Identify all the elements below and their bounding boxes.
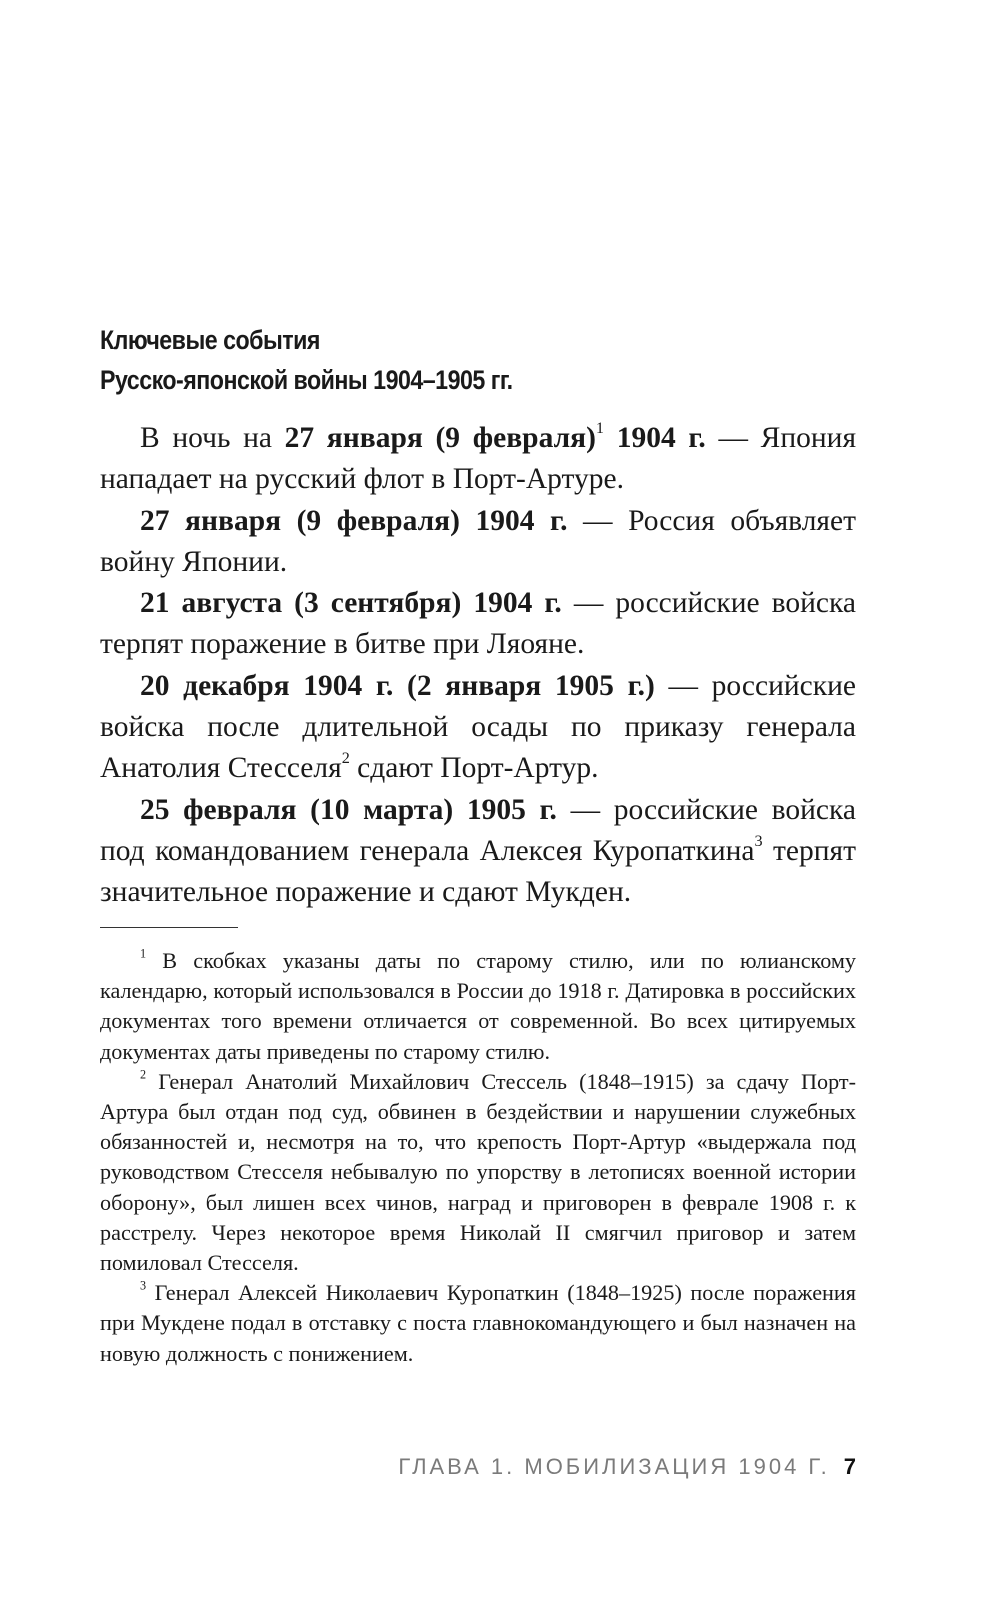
footnote-text: Генерал Алексей Николаевич Куропаткин (1848–1925) после поражения при Мукдене подал в отставку с поста главнокомандующего и был назначен на новую должность с понижением.	[100, 1280, 856, 1366]
event-text: — Япония нападает на русский флот в Порт-Артуре.	[100, 422, 857, 496]
event-date: 25 февраля (10 марта) 1905 г.	[140, 793, 557, 826]
section-heading-line-2: Русско-японской войны 1904–1905 гг.	[100, 365, 513, 395]
footnote-ref[interactable]: 3	[754, 832, 763, 851]
chapter-title: ГЛАВА 1. МОБИЛИЗАЦИЯ 1904 Г.	[398, 1454, 830, 1479]
event-text: терпят значительное поражение и сдают Мукден.	[100, 834, 856, 909]
footnote-divider	[100, 927, 238, 928]
event-item	[100, 666, 856, 790]
event-date: 27 января (9 февраля) 1904 г.	[140, 504, 568, 537]
event-item	[100, 583, 856, 666]
event-date: 20 декабря 1904 г. (2 января 1905 г.)	[140, 669, 655, 702]
footnote-text: В скобках указаны даты по старому стилю, или по юлианскому календарю, который использовался в России до 1918 г. Датировка в российских документах того времени отличается от современной. Во всех цитируемых документах даты приведены по старому стилю.	[100, 948, 856, 1064]
page-number: 7	[843, 1454, 856, 1479]
events-list	[100, 418, 856, 914]
section-heading-line-1: Ключевые события	[100, 325, 320, 355]
event-item	[100, 418, 856, 501]
book-page	[100, 0, 856, 1616]
event-date: 27 января (9 февраля)	[284, 422, 596, 454]
event-item	[100, 501, 856, 584]
event-item	[100, 790, 856, 914]
footnote-text: Генерал Анатолий Михайлович Стессель (1848–1915) за сдачу Порт-Артура был отдан под суд, обвинен в бездействии и нарушении служебных обязанностей и, несмотря на то, что крепость Порт-Артур «выдержала под руководством Стесселя небывалую по упорству в летописях военной истории оборону», был лишен всех чинов, наград и приговорен в феврале 1908 г. к расстрелу. Через некоторое время Николай II смягчил приговор и затем помиловал Стесселя.	[100, 1068, 856, 1276]
footnote-number: 3	[140, 1278, 147, 1293]
event-text: — российские войска терпят поражение в битве при Ляояне.	[100, 587, 857, 661]
event-text: сдают Порт-Артур.	[349, 752, 599, 785]
section-heading	[100, 320, 750, 400]
event-date: 21 августа (3 сентября) 1904 г.	[140, 587, 562, 620]
footnote-number: 1	[140, 946, 147, 961]
footnote	[100, 1278, 856, 1369]
event-date-tail: 1904 г.	[604, 422, 706, 454]
footnote-ref[interactable]: 1	[595, 419, 605, 438]
footnote-number: 2	[140, 1067, 147, 1082]
footnote-ref[interactable]: 2	[341, 749, 350, 768]
running-footer	[398, 1452, 856, 1482]
footnote	[100, 1067, 856, 1278]
event-text: — Россия объявляет войну Японии.	[100, 504, 856, 578]
event-text: — российские войска после длительной осады по приказу генерала Анатолия Стесселя	[100, 669, 856, 785]
event-text: — российские войска под командованием генерала Алексея Куропаткина	[100, 793, 857, 867]
footnote	[100, 946, 856, 1067]
event-prefix: В ночь на	[140, 422, 285, 454]
footnotes	[100, 946, 856, 1369]
